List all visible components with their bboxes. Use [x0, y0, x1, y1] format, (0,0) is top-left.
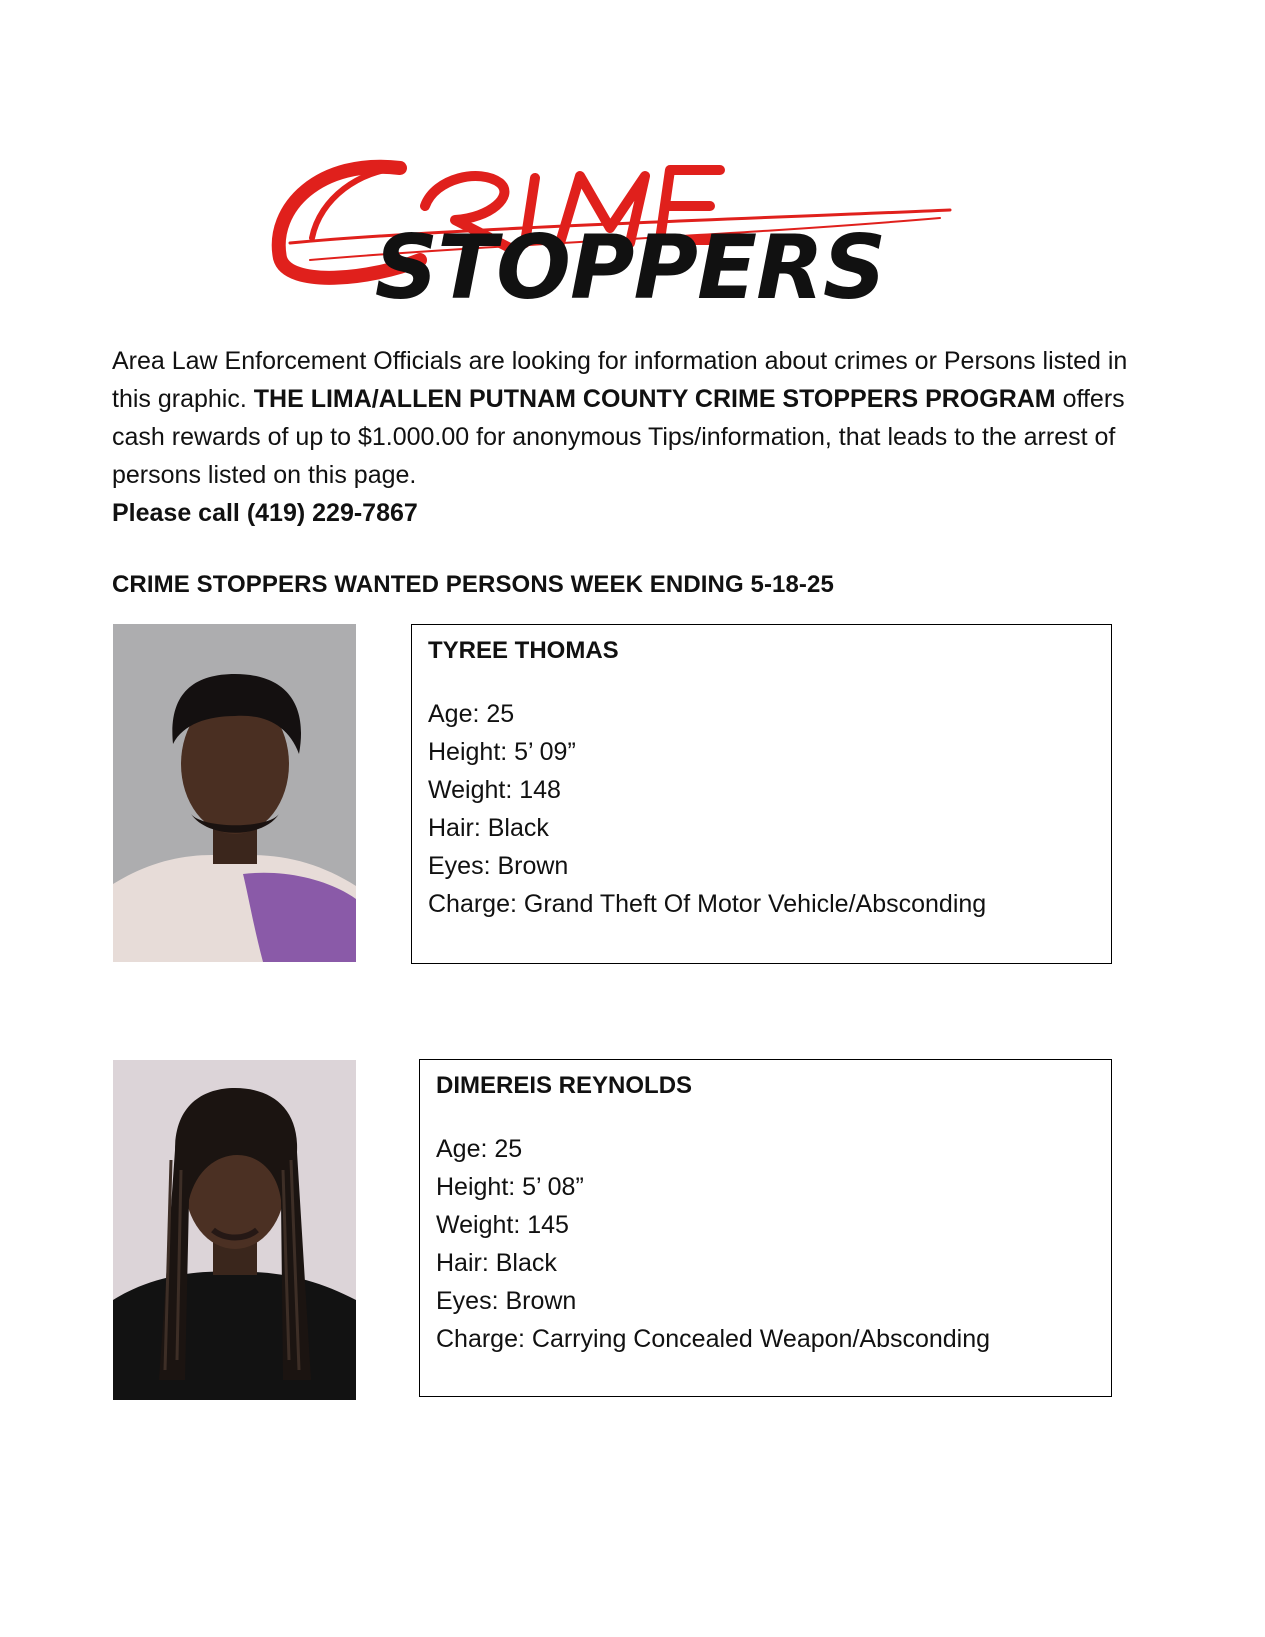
- person-weight: Weight: 145: [436, 1211, 569, 1239]
- person-details: [428, 695, 986, 923]
- crime-stoppers-logo-graphic: [250, 148, 1002, 313]
- person-height: Height: 5’ 09”: [428, 738, 576, 766]
- logo-stoppers-text: STOPPERS: [374, 216, 886, 313]
- person-height: Height: 5’ 08”: [436, 1173, 584, 1201]
- person-hair: Hair: Black: [436, 1249, 557, 1277]
- person-name: DIMEREIS REYNOLDS: [436, 1072, 693, 1099]
- mugshot-photo: [113, 1060, 356, 1400]
- person-charge: Charge: Grand Theft Of Motor Vehicle/Absconding: [428, 890, 987, 918]
- person-eyes: Eyes: Brown: [436, 1287, 577, 1315]
- intro-text-2: offers cash rewards of up to $1.000.00 for anonymous Tips/information, that leads to the arrest of persons listed on this page.: [112, 385, 1125, 489]
- intro-paragraph: [112, 342, 1152, 532]
- person-details: [436, 1130, 990, 1358]
- person-eyes: Eyes: Brown: [428, 852, 569, 880]
- call-number: Please call (419) 229-7867: [112, 499, 418, 527]
- person-charge: Charge: Carrying Concealed Weapon/Absconding: [436, 1325, 991, 1353]
- mugshot-photo: [113, 624, 356, 962]
- person-hair: Hair: Black: [428, 814, 549, 842]
- program-name: THE LIMA/ALLEN PUTNAM COUNTY CRIME STOPPERS PROGRAM: [253, 385, 1056, 413]
- person-age: Age: 25: [428, 700, 515, 728]
- person-weight: Weight: 148: [428, 776, 561, 804]
- person-card: [419, 1059, 1112, 1397]
- intro-text-1: Area Law Enforcement Officials are looking for information about crimes or Persons listed in this graphic.: [112, 347, 1128, 413]
- person-card: [411, 624, 1112, 964]
- person-age: Age: 25: [436, 1135, 523, 1163]
- person-name: TYREE THOMAS: [428, 637, 619, 664]
- crime-stoppers-logo: [250, 148, 1002, 313]
- week-heading: CRIME STOPPERS WANTED PERSONS WEEK ENDING 5-18-25: [112, 571, 834, 598]
